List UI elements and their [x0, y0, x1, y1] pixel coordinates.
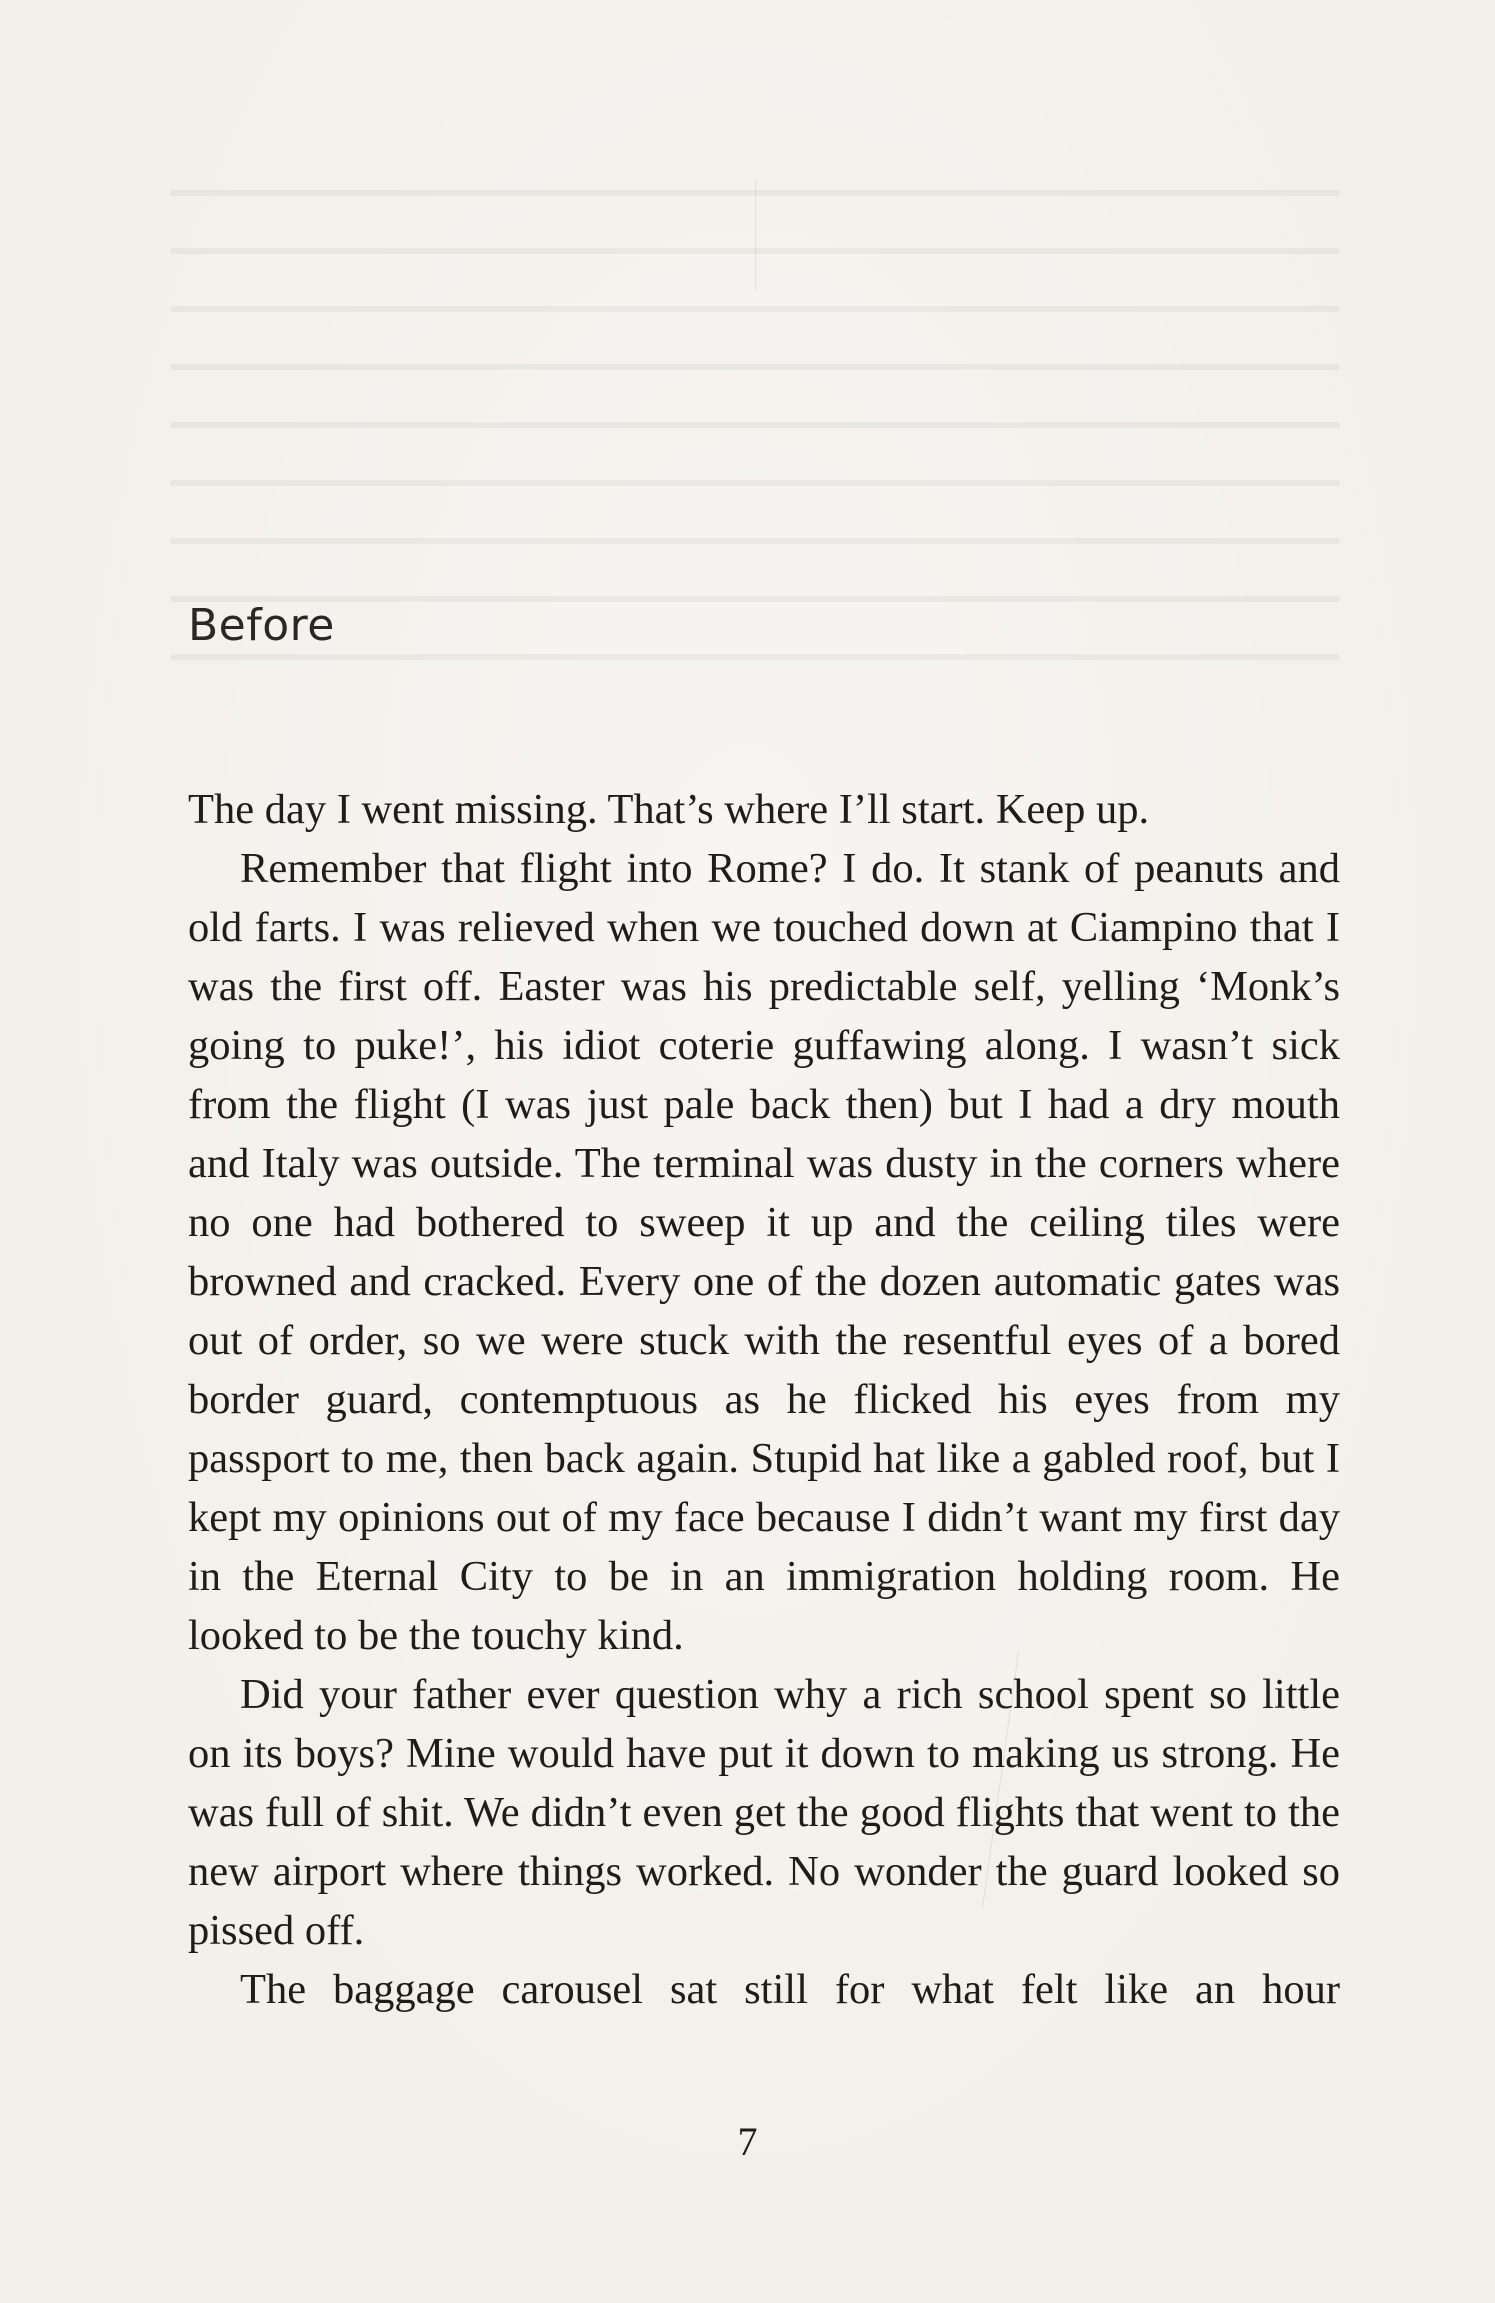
paper-crease [755, 180, 756, 290]
chapter-body [188, 780, 1340, 2019]
paragraph: The baggage carousel sat still for what felt like an hour [240, 1966, 1340, 2013]
paragraph: Did your father ever question why a rich school spent so little on its boys? Mine would have put it down to making us strong. He was full of shit. We didn’t even get the good flights that went to the new airport where things worked. No wonder the guard looked so pissed off. [188, 1671, 1340, 1954]
paragraph: Remember that flight into Rome? I do. It stank of peanuts and old farts. I was relieved when we touched down at Ciampino that I was the first off. Easter was his predictable self, yelling ‘Monk’s going to puke!’, his idiot coterie guffawing along. I wasn’t sick from the flight (I was just pale back then) but I had a dry mouth and Italy was outside. The terminal was dusty in the corners where no one had bothered to sweep it up and the ceiling tiles were browned and cracked. Every one of the dozen automatic gates was out of order, so we were stuck with the resentful eyes of a bored border guard, contemptuous as he flicked his eyes from my passport to me, then back again. Stupid hat like a gabled roof, but I kept my opinions out of my face because I didn’t want my first day in the Eternal City to be in an immigration holding room. He looked to be the touchy kind. [188, 845, 1340, 1659]
paragraph: The day I went missing. That’s where I’ll start. Keep up. [188, 786, 1150, 833]
chapter-heading: Before [188, 600, 335, 651]
page-number: 7 [737, 2119, 758, 2164]
